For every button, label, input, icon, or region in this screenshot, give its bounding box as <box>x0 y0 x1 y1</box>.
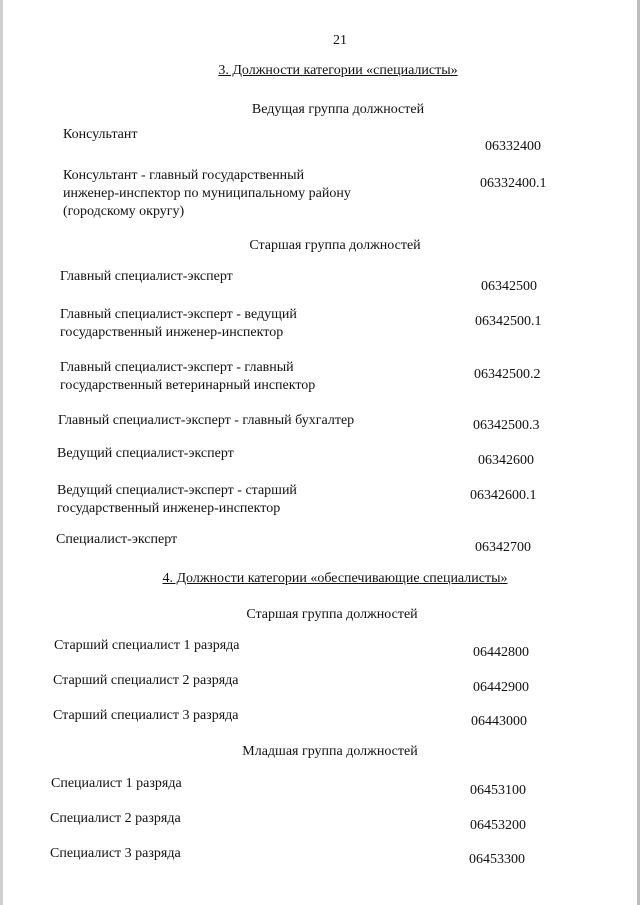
position-code: 06342600 <box>478 453 534 468</box>
position-code: 06342500.2 <box>474 367 541 382</box>
position-title: Старший специалист 3 разряда <box>53 708 239 723</box>
position-title: Консультант <box>63 127 138 142</box>
position-title: Специалист 3 разряда <box>50 846 181 861</box>
position-title: Старший специалист 2 разряда <box>53 673 239 688</box>
position-code: 06442900 <box>473 680 529 695</box>
position-title-line: государственный ветеринарный инспектор <box>60 378 316 393</box>
position-code: 06342500.1 <box>475 314 542 329</box>
position-code: 06332400.1 <box>480 176 547 191</box>
position-title: Главный специалист-эксперт - главный бухгалтер <box>58 413 355 428</box>
position-title: Главный специалист-эксперт <box>60 269 233 284</box>
position-title-line: Консультант - главный государственный <box>63 168 305 183</box>
position-code: 06332400 <box>485 139 541 154</box>
position-code: 06342500 <box>481 279 537 294</box>
section-4-heading: 4. Должности категории «обеспечивающие специалисты» <box>162 571 508 586</box>
position-code: 06453100 <box>470 783 526 798</box>
section-3-heading: 3. Должности категории «специалисты» <box>218 63 458 78</box>
position-code: 06453300 <box>469 852 525 867</box>
position-code: 06342500.3 <box>473 418 540 433</box>
position-title: Специалист 2 разряда <box>50 811 181 826</box>
position-title-line: Главный специалист-эксперт - главный <box>60 360 294 375</box>
position-title-line: Ведущий специалист-эксперт - старший <box>57 483 297 498</box>
position-code: 06443000 <box>471 714 527 729</box>
position-code: 06342700 <box>475 540 531 555</box>
position-title: Специалист 1 разряда <box>51 776 182 791</box>
group-lead-title: Ведущая группа должностей <box>251 102 425 117</box>
position-code: 06453200 <box>470 818 526 833</box>
position-code: 06442800 <box>473 645 529 660</box>
group-junior-title: Младшая группа должностей <box>242 744 418 759</box>
position-title-line: (городскому округу) <box>63 204 185 219</box>
position-title: Старший специалист 1 разряда <box>54 638 240 653</box>
position-code: 06342600.1 <box>470 488 537 503</box>
group-senior-title: Старшая группа должностей <box>249 238 421 253</box>
scan-edge-left <box>0 0 3 905</box>
position-title-line: государственный инженер-инспектор <box>60 325 284 340</box>
position-title-line: Главный специалист-эксперт - ведущий <box>60 307 297 322</box>
group-senior-title: Старшая группа должностей <box>246 607 418 622</box>
position-title-line: инженер-инспектор по муниципальному району <box>63 186 351 201</box>
page-number: 21 <box>333 33 347 48</box>
position-title: Специалист-эксперт <box>56 532 178 547</box>
position-title-line: государственный инженер-инспектор <box>57 501 281 516</box>
position-title: Ведущий специалист-эксперт <box>57 446 234 461</box>
